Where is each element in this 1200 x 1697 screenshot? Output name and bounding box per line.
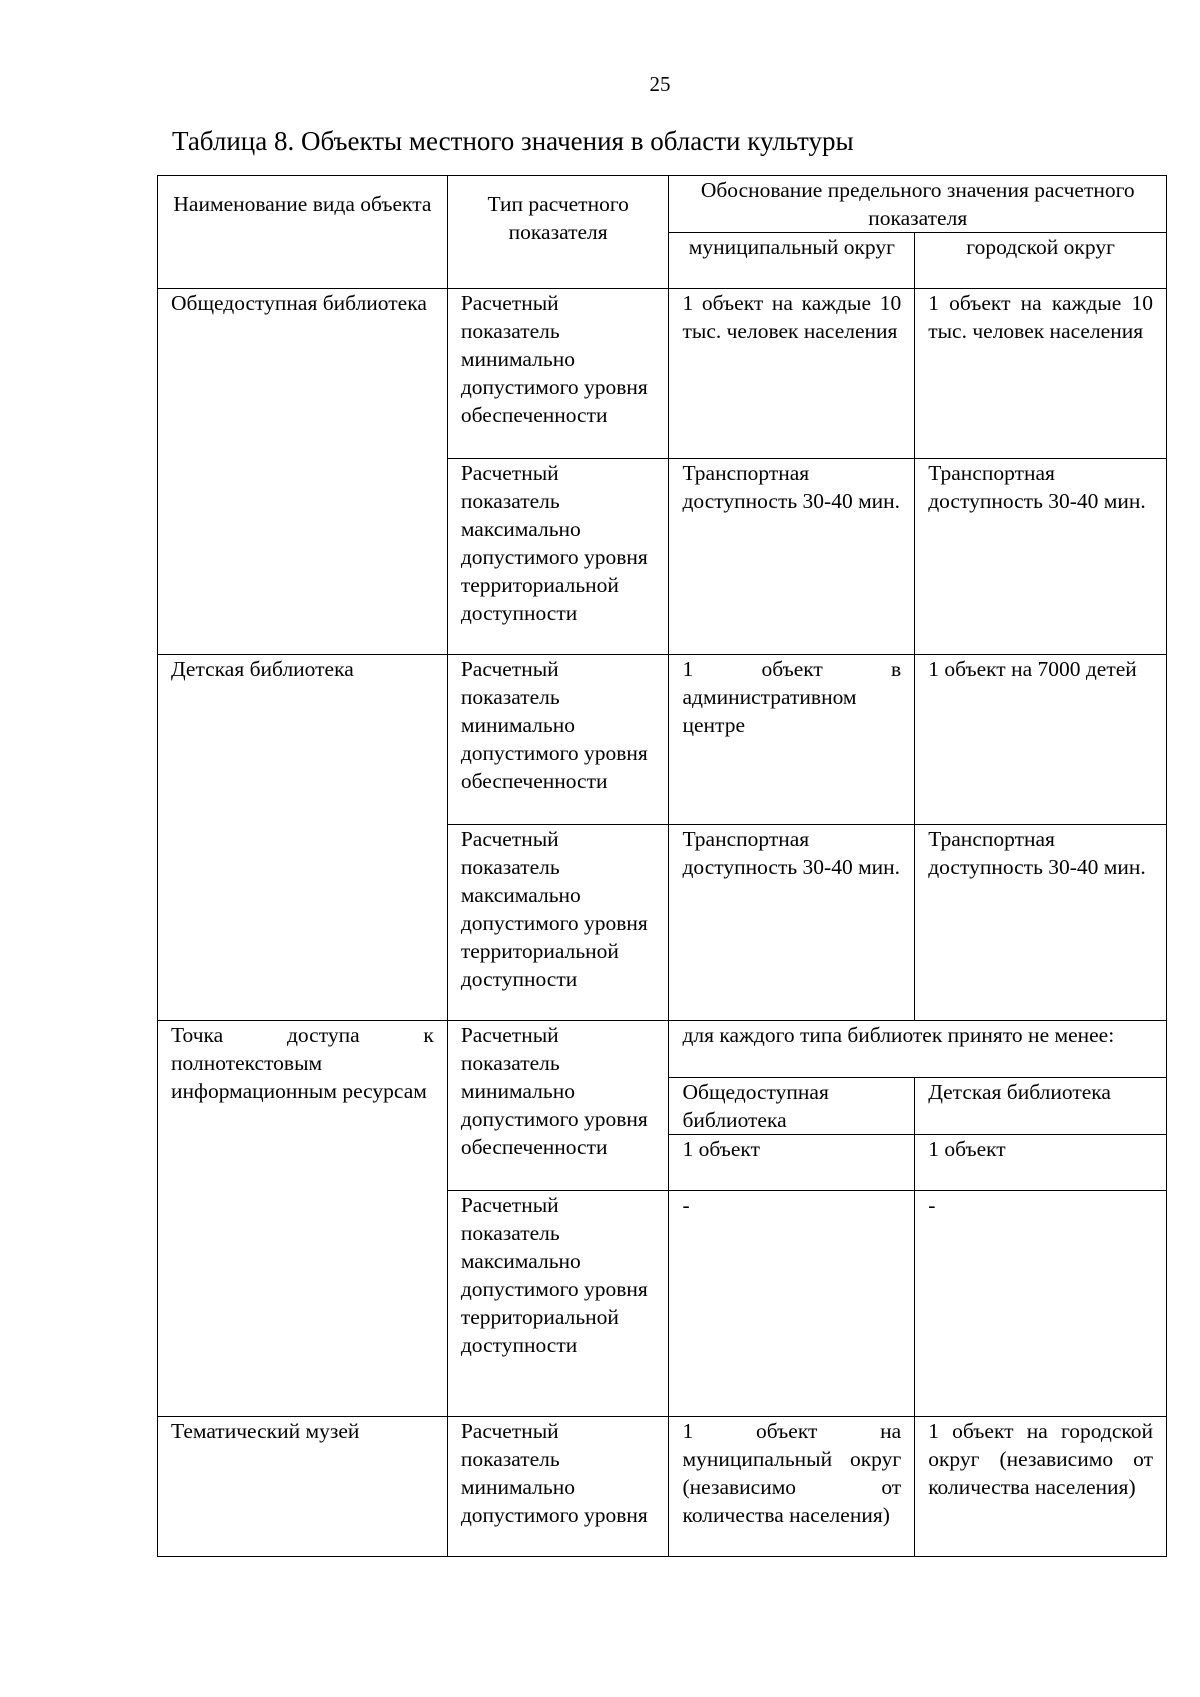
cell-access-point-note: для каждого типа библиотек принято не менее: <box>669 1021 1167 1078</box>
cell-access-point-sub-children: Детская библиотека <box>915 1078 1167 1135</box>
indicator-max-access: Расчетный показатель максимально допустимого уровня территориальной доступности <box>447 1191 669 1417</box>
row-name-access-point: Точка доступа к полнотекстовым информационным ресурсам <box>158 1021 448 1417</box>
cell-public-library-access-city: Транспортная доступность 30-40 мин. <box>915 459 1167 655</box>
table-row <box>158 1021 1167 1078</box>
cell-access-point-access-city: - <box>915 1191 1167 1417</box>
cell-museum-min-municipal: 1 объект на муниципальный округ (независимо от количества населения) <box>669 1417 915 1557</box>
indicator-min-level: Расчетный показатель минимально допустимого уровня обеспеченности <box>447 289 669 459</box>
culture-objects-table <box>157 175 1167 1557</box>
cell-access-point-access-municipal: - <box>669 1191 915 1417</box>
header-indicator-type: Тип расчетного показателя <box>447 176 669 289</box>
cell-access-point-val-public: 1 объект <box>669 1135 915 1191</box>
row-name-children-library: Детская библиотека <box>158 655 448 1021</box>
row-name-museum: Тематический музей <box>158 1417 448 1557</box>
header-city-okrug: городской округ <box>915 233 1167 289</box>
indicator-min-level: Расчетный показатель минимально допустимого уровня обеспеченности <box>447 655 669 825</box>
header-object-type: Наименование вида объекта <box>158 176 448 289</box>
row-name-public-library: Общедоступная библиотека <box>158 289 448 655</box>
page-number: 25 <box>649 72 671 96</box>
indicator-min-level: Расчетный показатель минимально допустимого уровня обеспеченности <box>447 1021 669 1191</box>
cell-children-library-min-municipal: 1 объект в административном центре <box>669 655 915 825</box>
cell-access-point-val-children: 1 объект <box>915 1135 1167 1191</box>
header-municipal-okrug: муниципальный округ <box>669 233 915 289</box>
table-row <box>158 1417 1167 1557</box>
cell-public-library-access-municipal: Транспортная доступность 30-40 мин. <box>669 459 915 655</box>
cell-museum-min-city: 1 объект на городской округ (независимо от количества населения) <box>915 1417 1167 1557</box>
indicator-max-access: Расчетный показатель максимально допустимого уровня территориальной доступности <box>447 459 669 655</box>
indicator-min-level-truncated: Расчетный показатель минимально допустимого уровня <box>447 1417 669 1557</box>
indicator-max-access: Расчетный показатель максимально допустимого уровня территориальной доступности <box>447 825 669 1021</box>
cell-access-point-sub-public: Общедоступная библиотека <box>669 1078 915 1135</box>
cell-children-library-access-municipal: Транспортная доступность 30-40 мин. <box>669 825 915 1021</box>
table-caption: Таблица 8. Объекты местного значения в области культуры <box>172 126 854 156</box>
table-row <box>158 655 1167 825</box>
cell-public-library-min-city: 1 объект на каждые 10 тыс. человек населения <box>915 289 1167 459</box>
cell-children-library-access-city: Транспортная доступность 30-40 мин. <box>915 825 1167 1021</box>
header-row <box>158 176 1167 233</box>
header-justification: Обоснование предельного значения расчетного показателя <box>669 176 1167 233</box>
cell-public-library-min-municipal: 1 объект на каждые 10 тыс. человек населения <box>669 289 915 459</box>
cell-children-library-min-city: 1 объект на 7000 детей <box>915 655 1167 825</box>
table-row <box>158 289 1167 459</box>
